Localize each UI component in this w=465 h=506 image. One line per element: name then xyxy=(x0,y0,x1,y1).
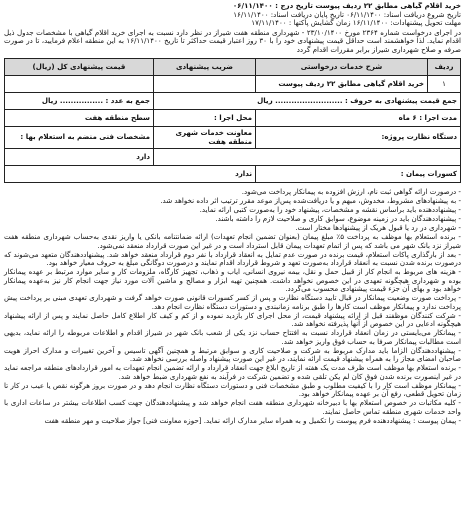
table-row xyxy=(5,76,461,93)
duration-cell: مدت اجرا : ۶ ماه xyxy=(256,110,461,127)
total-row xyxy=(5,93,461,110)
header-title-line: خرید اقلام گیاهی مطابق ۲۲ ردیف پیوست تاریخ درج : ۰۶/۱۱/۱۴۰۰ xyxy=(232,2,461,10)
table-header-row xyxy=(5,59,461,76)
specs-value: دارد xyxy=(5,149,154,166)
list-item: - به پیشنهادهای مشروط، مخدوش، مبهم و یا دریافت‌شده پس‌از موعد مقرر ترتیب اثر داده نخواهد شد. xyxy=(160,196,461,205)
list-item: - بعد از بارگذاری پاکات استعلام، قیمت برنده در صورت عدم تمایل به انعقاد قرارداد با نفر دوم قرارداد منعقد خواهد شد. پیشنهاددهندگان متعهد می‌شوند که درصورت برنده شدن نسبت به انعقاد قرارداد به‌صورت تعهد و شروط قرارداد اقدام نمایند و درصورت دوگانگی مبلغ به حروف معیار خواهد بود. xyxy=(4,249,461,267)
list-item: - برنده استعلام بها موظف به پرداخت ۵٪ مبلغ پیمان (بعنوان تضمین انجام تعهدات) ارائه ضمانتنامه بانکی یا واریز نقدی به‌حساب شهرداری منطقه هفت شیراز نزد بانک شهر می باشد که پس از اتمام تعهدات پیمان قابل استرداد است و در غیر این صورت قرارداد منعقد نمی‌شود. xyxy=(4,232,461,250)
list-item: - پیمانکار موظف است کار را با کیفیت مطلوب و طبق مشخصات فنی و دستورات دستگاه نظارت انجام دهد و در صورت بروز هرگونه نقص یا عیب در کار تا زمان تحویل قطعی، رفع آن بر عهده پیمانکار خواهد بود. xyxy=(4,380,461,398)
list-item: - پیشنهاددهندگان باید در زمینه موضوع، سوابق کاری و صلاحیت لازم را داشته باشند. xyxy=(215,214,461,223)
total-in-words[interactable]: جمع قیمت پیشنهادی به حروف : ......................... ریال xyxy=(154,93,461,110)
deductions-row xyxy=(5,166,461,183)
location-value: سطح منطقه هفت xyxy=(5,110,154,127)
specs-label: مشخصات فنی منضم به استعلام بها : xyxy=(5,127,154,149)
col-price-header: قیمت پیشنهادی کل (ریال) xyxy=(5,59,154,76)
bid-table xyxy=(4,58,461,183)
supervisor-label: دستگاه نظارت پروژه: xyxy=(256,127,461,149)
col-unit-header: ضریب پیشنهادی xyxy=(154,59,256,76)
location-label: محل اجرا : xyxy=(154,110,256,127)
list-item: - پیشنهاددهنده باید براساس نقشه و مشخصات، پیشنهاد خود را به‌صورت کتبی ارائه نماید. xyxy=(199,205,461,214)
deductions-value: ندارد xyxy=(5,166,256,183)
deductions-label: کسورات پیمان : xyxy=(256,166,461,183)
terms-list xyxy=(4,188,461,425)
list-item: - کلیه مکاتبات در خصوص استعلام بها با دبیرخانه شهرداری منطقه هفت انجام خواهد شد و پیشنهاددهندگان جهت کسب اطلاعات بیشتر در ساعات اداری با واحد خدمات شهری منطقه تماس حاصل نمایند. xyxy=(4,398,461,416)
col-row-header: ردیف xyxy=(428,59,461,76)
list-item: - پیمان پیوست : پیشنهاددهنده فرم پیوست را تکمیل و به همراه سایر مدارک ارائه نماید. [حوزه معاونت فنی] جواز صلاحیت و مهر منطقه هفت xyxy=(44,415,461,425)
supervisor-row xyxy=(5,127,461,149)
intro-paragraph: در اجرای درخواست شماره ۲۳۶۴ مورخ ۲۳/۱۰/۱۴۰۰ - شهرداری منطقه هفت شیراز در نظر دارد نسبت به اجرای خرید اقلام گیاهی با مشخصات جدول ذیل اقدام نماید. لذا خواهشمند است حداقل قیمت پیشنهادی خود را با ۳۰ روز اعتبار قیمت حداکثر تا تاریخ ۱۶/۱۱/۱۴۰۰ به این منطقه اعلام فرمایید، تا در صورت صرفه و صلاح شهرداری شیراز برابر مقررات اقدام گردد xyxy=(4,27,461,54)
notice-header xyxy=(4,2,461,28)
total-in-numbers[interactable]: جمع به عدد : ................ ریال xyxy=(5,93,154,110)
header-dates-line: تاریخ شروع دریافت اسناد: ۰۶/۱۱/۱۴۰۰ تاریخ پایان دریافت اسناد: ۱۶/۱۱/۱۴۰۰ xyxy=(233,10,461,19)
list-item: - شهرداری در رد یا قبول هریک از پیشنهادها مختار است. xyxy=(295,223,461,232)
duration-row xyxy=(5,110,461,127)
item-unit-cell[interactable] xyxy=(154,76,256,93)
supervisor-value: معاونت خدمات شهری منطقه هفت xyxy=(154,127,256,149)
page xyxy=(4,2,461,502)
list-item: - درصورت ارائه گواهی ثبت نام، ارزش افزوده به پیمانکار پرداخت می‌شود. xyxy=(241,187,461,196)
list-item: - برنده استعلام بها موظف است ظرف مدت یک هفته از تاریخ ابلاغ جهت انعقاد قرارداد و ارائه تضمین انجام تعهدات به امور قراردادهای منطقه مراجعه نماید در غیر اینصورت برنده شدن فوق کان لم یکن تلقی شده و تضمین شرکت در فرآیند به نفع شهرداری ضبط خواهد شد. xyxy=(4,363,461,381)
list-item: - پرداخت صورت وضعیت پیمانکار در قبال تایید دستگاه نظارت و پس از کسر کسورات قانونی صورت خواهد گرفت و شهرداری تعهدی مبنی بر پرداخت پیش پرداخت ندارد و پیمانکار موظف است کارها را طبق برنامه زمانبندی و دستورات دستگاه نظارت انجام دهد. xyxy=(4,293,461,311)
item-description: خرید اقلام گیاهی مطابق ۲۲ ردیف پیوست xyxy=(256,76,428,93)
col-desc-header: شرح خدمات درخواستی xyxy=(256,59,428,76)
list-item: - پیشنهاددهندگان الزاما باید مدارک مربوط به شرکت و صلاحیت کاری و سوابق مرتبط و همچنین آگهی تاسیس و آخرین تغییرات و مدارک احراز هویت صاحبان امضای مجاز را به همراه پیشنهاد قیمت ارائه نمایند، در غیر این صورت پیشنهاد واصله بررسی نخواهد شد. xyxy=(4,345,461,363)
item-price-cell[interactable] xyxy=(5,76,154,93)
header-deadline-line: مهلت تحویل پیشنهادات: ۱۶/۱۱/۱۴۰۰ زمان گشایش پاکتها : ۱۷/۱۱/۱۴۰۰ xyxy=(251,19,461,27)
list-item: - هزینه های مربوط به انجام کار از قبیل حمل و نقل، بیمه نیروی انسانی، ایاب و ذهاب، تجهیز کارگاه، ملزومات کار و سایر موارد مرتبط بر عهده پیمانکار بوده و شهرداری هیچگونه تعهدی در این خصوص نخواهد داشت. همچنین تهیه ابزار و مصالح و ماشین آلات مورد نیاز جهت انجام کار نیز به‌عهده پیمانکار خواهد بود و بهای آن جزء قیمت پیشنهادی محسوب می‌گردد. xyxy=(4,267,461,293)
list-item: - پیمانکار می‌بایستی در زمان انعقاد قرارداد نسبت به افتتاح حساب نزد یکی از شعب بانک شهر در شیراز اقدام و اطلاعات مربوطه را ارائه نماید، بدیهی است مطالبات پیمانکار صرفا به حساب فوق واریز خواهد شد. xyxy=(4,328,461,346)
specs-row xyxy=(5,149,461,166)
list-item: - شرکت کنندگان موظفند قبل از ارائه پیشنهاد قیمت، از محل اجرای کار بازدید نموده و از کم و کیف کار اطلاع کامل حاصل نمایند و پس از ارائه پیشنهاد هیچگونه ادعایی در این خصوص از آنها پذیرفته نخواهد شد. xyxy=(4,310,461,328)
item-number: ۱ xyxy=(428,76,461,93)
